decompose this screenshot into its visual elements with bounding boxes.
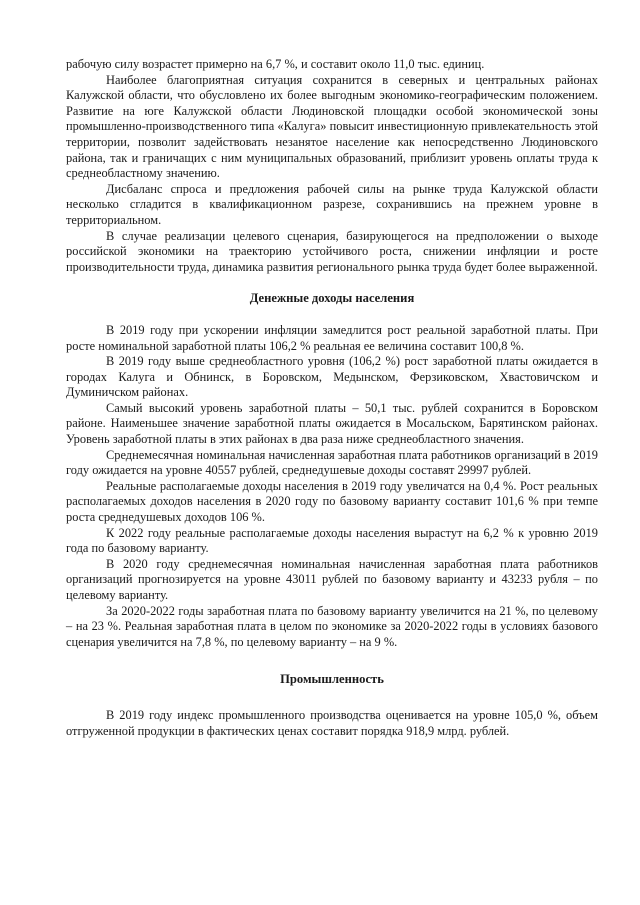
intro-continuation: рабочую силу возрастет примерно на 6,7 %, и составит около 11,0 тыс. единиц. bbox=[66, 57, 485, 71]
income-paragraph-6: К 2022 году реальные располагаемые доходы населения вырастут на 6,2 % к уровню 2019 года по базовому варианту. bbox=[66, 525, 598, 556]
income-paragraph-1: В 2019 году при ускорении инфляции замедлится рост реальной заработной платы. При росте номинальной заработной платы 106,2 % реальная ее величина составит 100,8 %. bbox=[66, 322, 598, 353]
intro-paragraph-2: Дисбаланс спроса и предложения рабочей силы на рынке труда Калужской области несколько сгладится в квалификационном разрезе, сохранившись на прежнем уровне в территориальном. bbox=[66, 181, 598, 227]
income-paragraph-3: Самый высокий уровень заработной платы – 50,1 тыс. рублей сохранится в Боровском районе. Наименьшее значение заработной платы ожидается в Мосальском, Барятинском районах. Уровень заработной платы в этих районах в два раза ниже среднеобластного значения. bbox=[66, 400, 598, 447]
income-paragraph-8: За 2020-2022 годы заработная плата по базовому варианту увеличится на 21 %, по целевому – на 23 %. Реальная заработная плата в целом по экономике за 2020-2022 годы в условиях базового сценария увеличится на 7,8 %, по целевому варианту – на 9 %. bbox=[66, 603, 598, 649]
income-paragraph-4: Среднемесячная номинальная начисленная заработная плата работников организаций в 2019 году ожидается на уровне 40557 рублей, среднедушевые доходы составят 29997 рублей. bbox=[66, 447, 598, 478]
industry-paragraph-1: В 2019 году индекс промышленного производства оценивается на уровне 105,0 %, объем отгруженной продукции в фактических ценах составит порядка 918,9 млрд. рублей. bbox=[66, 707, 598, 738]
section-heading-income: Денежные доходы населения bbox=[249, 291, 415, 306]
document-page bbox=[66, 57, 598, 739]
income-paragraph-2: В 2019 году выше среднеобластного уровня (106,2 %) рост заработной платы ожидается в городах Калуга и Обнинск, в Боровском, Медынском, Ферзиковском, Хвастовичском и Думиничском районах. bbox=[66, 354, 598, 400]
intro-paragraph-1: Наиболее благоприятная ситуация сохранится в северных и центральных районах Калужской области, что обусловлено их более выгодным экономико-географическим положением. Развитие на юге Калужской области Людиновской площадки особой экономической зоны промышленно-производственного типа «Калуга» повысит инвестиционную привлекательность этой территории, позволит задействовать незанятое население как непосредственно Людиновского района, так и граничащих с ним муниципальных образований, приблизит уровень оплаты труда к среднеобластному значению. bbox=[66, 72, 598, 181]
income-paragraph-7: В 2020 году среднемесячная номинальная начисленная заработная плата работников организаций прогнозируется на уровне 43011 рублей по базовому варианту и 43233 рубля – по целевому варианту. bbox=[66, 556, 598, 602]
section-heading-industry: Промышленность bbox=[280, 672, 384, 687]
intro-paragraph-3: В случае реализации целевого сценария, базирующегося на предположении о выходе российской экономики на траекторию устойчивого роста, снижении инфляции и росте производительности труда, динамика развития регионального рынка труда будет более выраженной. bbox=[66, 228, 598, 274]
income-paragraph-5: Реальные располагаемые доходы населения в 2019 году увеличатся на 0,4 %. Рост реальных располагаемых доходов населения в 2020 году по базовому варианту составит 101,6 % при темпе роста среднедушевых доходов 106 %. bbox=[66, 478, 598, 525]
